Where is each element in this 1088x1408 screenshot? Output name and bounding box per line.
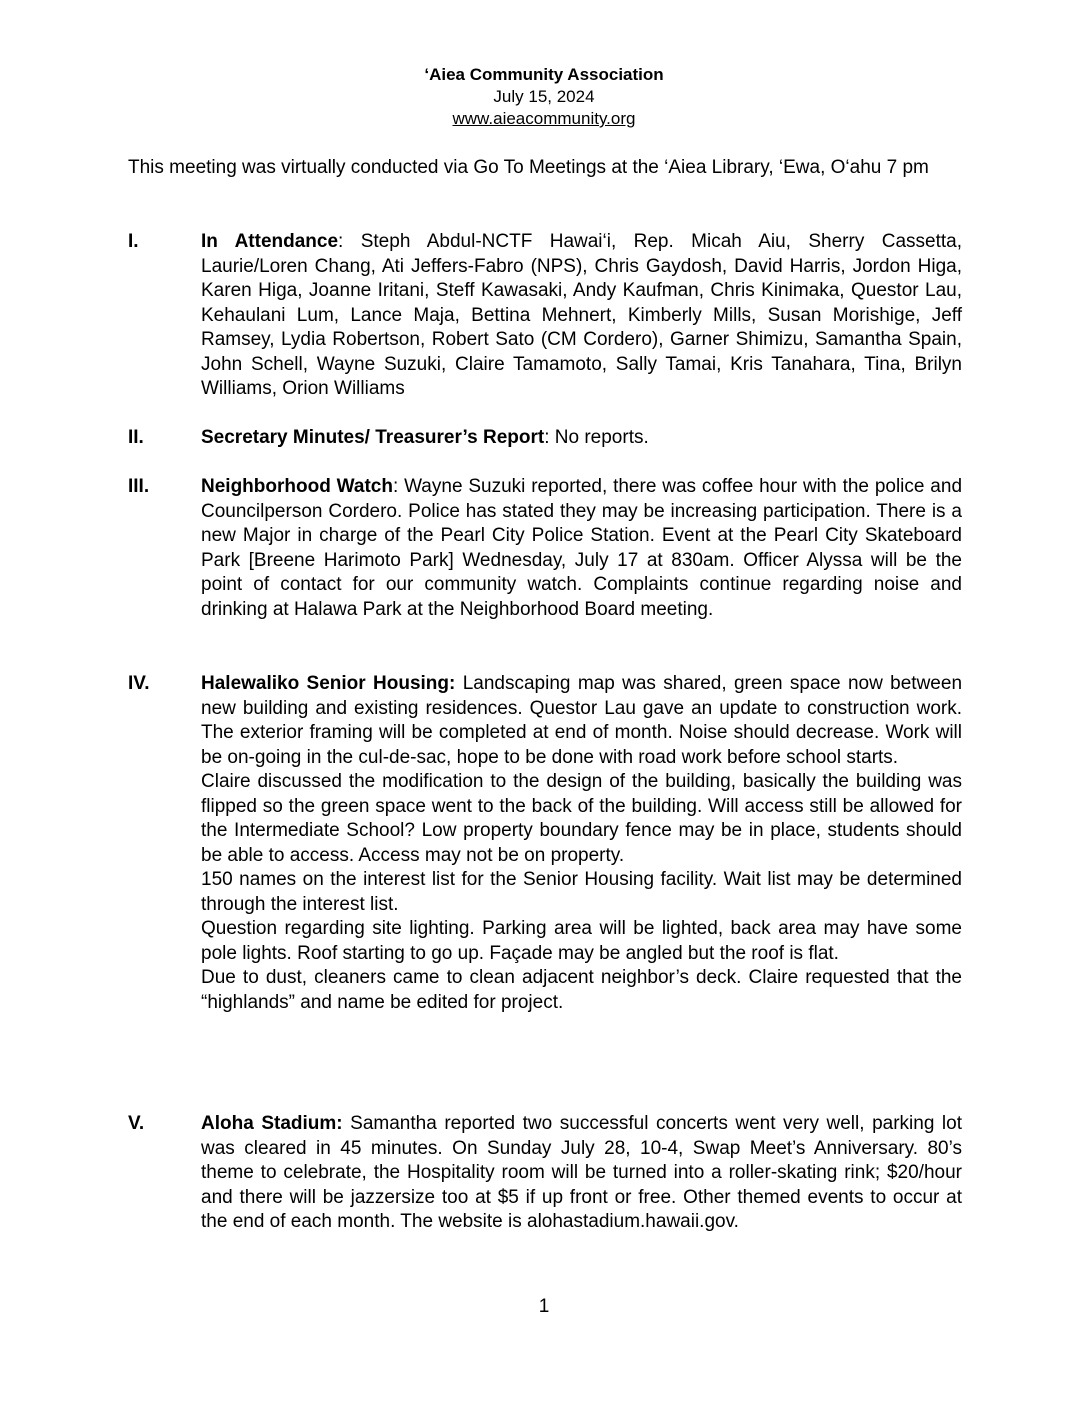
heading-separator: : [544, 427, 555, 448]
document-header [0, 64, 1088, 130]
meeting-date: July 15, 2024 [493, 87, 595, 106]
section-text: Wayne Suzuki reported, there was coffee hour with the police and Councilperson Cordero. Police has stated they may be increasing participation. There is a new Major in charge of the Pearl City Police Station. Event at the Pearl City Skateboard Park [Breene Harimoto Park] Wednesday, July 17 at 830am. Officer Alyssa will be the point of contact for our community watch. Complaints continue regarding noise and drinking at Halawa Park at the Neighborhood Board meeting. [201, 476, 963, 620]
section-body [201, 475, 962, 622]
section-text: Landscaping map was shared, green space now between new building and existing residences. Questor Lau gave an update to construction work. The exterior framing will be completed at end of month. Noise should decrease. Work will be on-going in the cul-de-sac, hope to be done with road work before school starts. [201, 673, 963, 768]
section-body [201, 230, 962, 402]
section-paragraph: Due to dust, cleaners came to clean adjacent neighbor’s deck. Claire requested that the “highlands” and name be edited for project. [201, 967, 962, 1013]
section-heading: Neighborhood Watch [201, 476, 393, 497]
section-aloha-stadium [128, 1112, 962, 1235]
website-link[interactable]: www.aieacommunity.org [452, 109, 636, 128]
organization-name: ‘Aiea Community Association [424, 65, 664, 84]
section-text: Samantha reported two successful concerts went very well, parking lot was cleared in 45 minutes. On Sunday July 28, 10-4, Swap Meet’s Anniversary. 80’s theme to celebrate, the Hospitality room will be turned into a roller-skating rink; $20/hour and there will be jazzersize too at $5 if up front or free. Other themed events to occur at the end of each month. The website is alohastadium.hawaii.gov. [201, 1113, 962, 1232]
section-numeral: V. [128, 1113, 145, 1134]
heading-separator: : [338, 231, 361, 252]
section-text: Steph Abdul-NCTF Hawai‘i, Rep. Micah Aiu, Sherry Cassetta, Laurie/Loren Chang, Ati Jeffers-Fabro (NPS), Chris Gaydosh, David Harris, Jordon Higa, Karen Higa, Joanne Iritani, Steff Kawasaki, Andy Kaufman, Chris Kinimaka, Questor Lau, Kehaulani Lum, Lance Maja, Bettina Mehnert, Kimberly Mills, Susan Morishige, Jeff Ramsey, Lydia Robertson, Robert Sato (CM Cordero), Garner Shimizu, Samantha Spain, John Schell, Wayne Suzuki, Claire Tamamoto, Sally Tamai, Kris Tanahara, Tina, Brilyn Williams, Orion Williams [201, 231, 962, 399]
page-number: 1 [538, 1296, 550, 1317]
section-numeral: II. [128, 427, 144, 448]
section-senior-housing [128, 672, 962, 1015]
heading-separator [455, 673, 462, 694]
section-heading: Halewaliko Senior Housing: [201, 673, 456, 694]
section-body [201, 672, 962, 1015]
section-numeral: I. [128, 231, 139, 252]
section-numeral: IV. [128, 673, 150, 694]
section-text: No reports. [554, 427, 649, 448]
section-heading: In Attendance [201, 231, 339, 252]
section-paragraph: Question regarding site lighting. Parking area will be lighted, back area may have some pole lights. Roof starting to go up. Façade may be angled but the roof is flat. [201, 918, 962, 964]
section-secretary-treasurer [128, 426, 962, 451]
section-heading: Secretary Minutes/ Treasurer’s Report [201, 427, 545, 448]
section-attendance [128, 230, 962, 402]
section-body [201, 1112, 962, 1235]
section-body [201, 426, 962, 451]
section-numeral: III. [128, 476, 150, 497]
section-heading: Aloha Stadium: [201, 1113, 343, 1134]
heading-separator: : [392, 476, 405, 497]
intro-paragraph: This meeting was virtually conducted via Go To Meetings at the ‘Aiea Library, ‘Ewa, O‘ahu 7 pm [128, 157, 929, 178]
section-paragraph: 150 names on the interest list for the Senior Housing facility. Wait list may be determined through the interest list. [201, 869, 962, 915]
section-neighborhood-watch [128, 475, 962, 622]
section-paragraph: Claire discussed the modification to the design of the building, basically the building was flipped so the green space went to the back of the building. Will access still be allowed for the Intermediate School? Low property boundary fence may be in place, students should be able to access. Access may not be on property. [201, 771, 962, 866]
